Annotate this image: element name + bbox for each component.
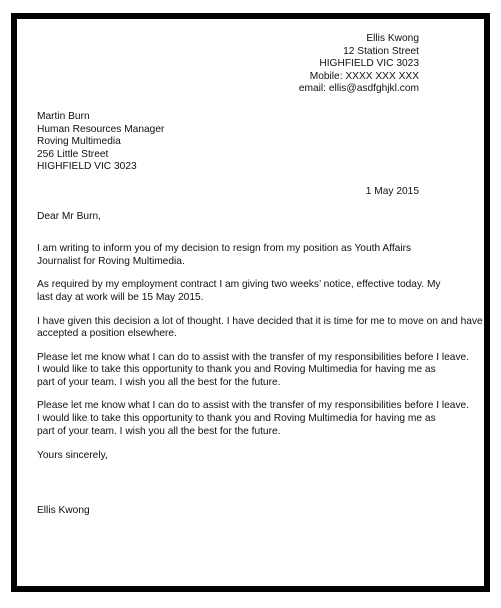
recipient-company: Roving Multimedia (37, 136, 121, 148)
recipient-name: Martin Burn (37, 110, 90, 122)
paragraph-line: part of your team. I wish you all the best for the future. (37, 425, 281, 437)
recipient-title: Human Resources Manager (37, 123, 165, 135)
recipient-address-block (37, 111, 419, 174)
sender-street: 12 Station Street (343, 45, 419, 57)
resignation-letter (37, 33, 483, 517)
body-paragraph (37, 315, 483, 341)
letter-date: 1 May 2015 (365, 185, 419, 197)
sender-mobile: Mobile: XXXX XXX XXX (309, 70, 419, 82)
paragraph-line: Journalist for Roving Multimedia. (37, 255, 185, 267)
sender-city: HIGHFIELD VIC 3023 (319, 58, 419, 70)
paragraph-line: I would like to take this opportunity to thank you and Roving Multimedia for having me as (37, 413, 436, 425)
paragraph-line: Please let me know what I can do to assist with the transfer of my responsibilities before I leave. (37, 351, 470, 363)
paragraph-line: I would like to take this opportunity to thank you and Roving Multimedia for having me as (37, 364, 436, 376)
paragraph-line: last day at work will be 15 May 2015. (37, 291, 204, 303)
body-paragraph (37, 351, 470, 390)
recipient-street: 256 Little Street (37, 148, 109, 160)
paragraph-line: Please let me know what I can do to assist with the transfer of my responsibilities before I leave. (37, 400, 470, 412)
paragraph-line: As required by my employment contract I am giving two weeks’ notice, effective today. My (37, 279, 441, 291)
recipient-city: HIGHFIELD VIC 3023 (37, 161, 137, 173)
paragraph-line: I am writing to inform you of my decision to resign from my position as Youth Affairs (37, 243, 412, 255)
paragraph-line: part of your team. I wish you all the best for the future. (37, 376, 281, 388)
salutation: Dear Mr Burn, (37, 210, 101, 222)
sender-email: email: ellis@asdfghjkl.com (298, 83, 419, 95)
signature-name: Ellis Kwong (37, 504, 90, 516)
sender-address-block (37, 33, 419, 96)
closing: Yours sincerely, (37, 450, 108, 462)
paragraph-line: accepted a position elsewhere. (37, 328, 177, 340)
body-paragraph (37, 279, 441, 304)
body-paragraph (37, 243, 419, 268)
sender-name: Ellis Kwong (366, 33, 419, 44)
paragraph-line: I have given this decision a lot of thought. I have decided that it is time for me to move on and have (37, 315, 483, 327)
body-paragraph (37, 400, 470, 438)
